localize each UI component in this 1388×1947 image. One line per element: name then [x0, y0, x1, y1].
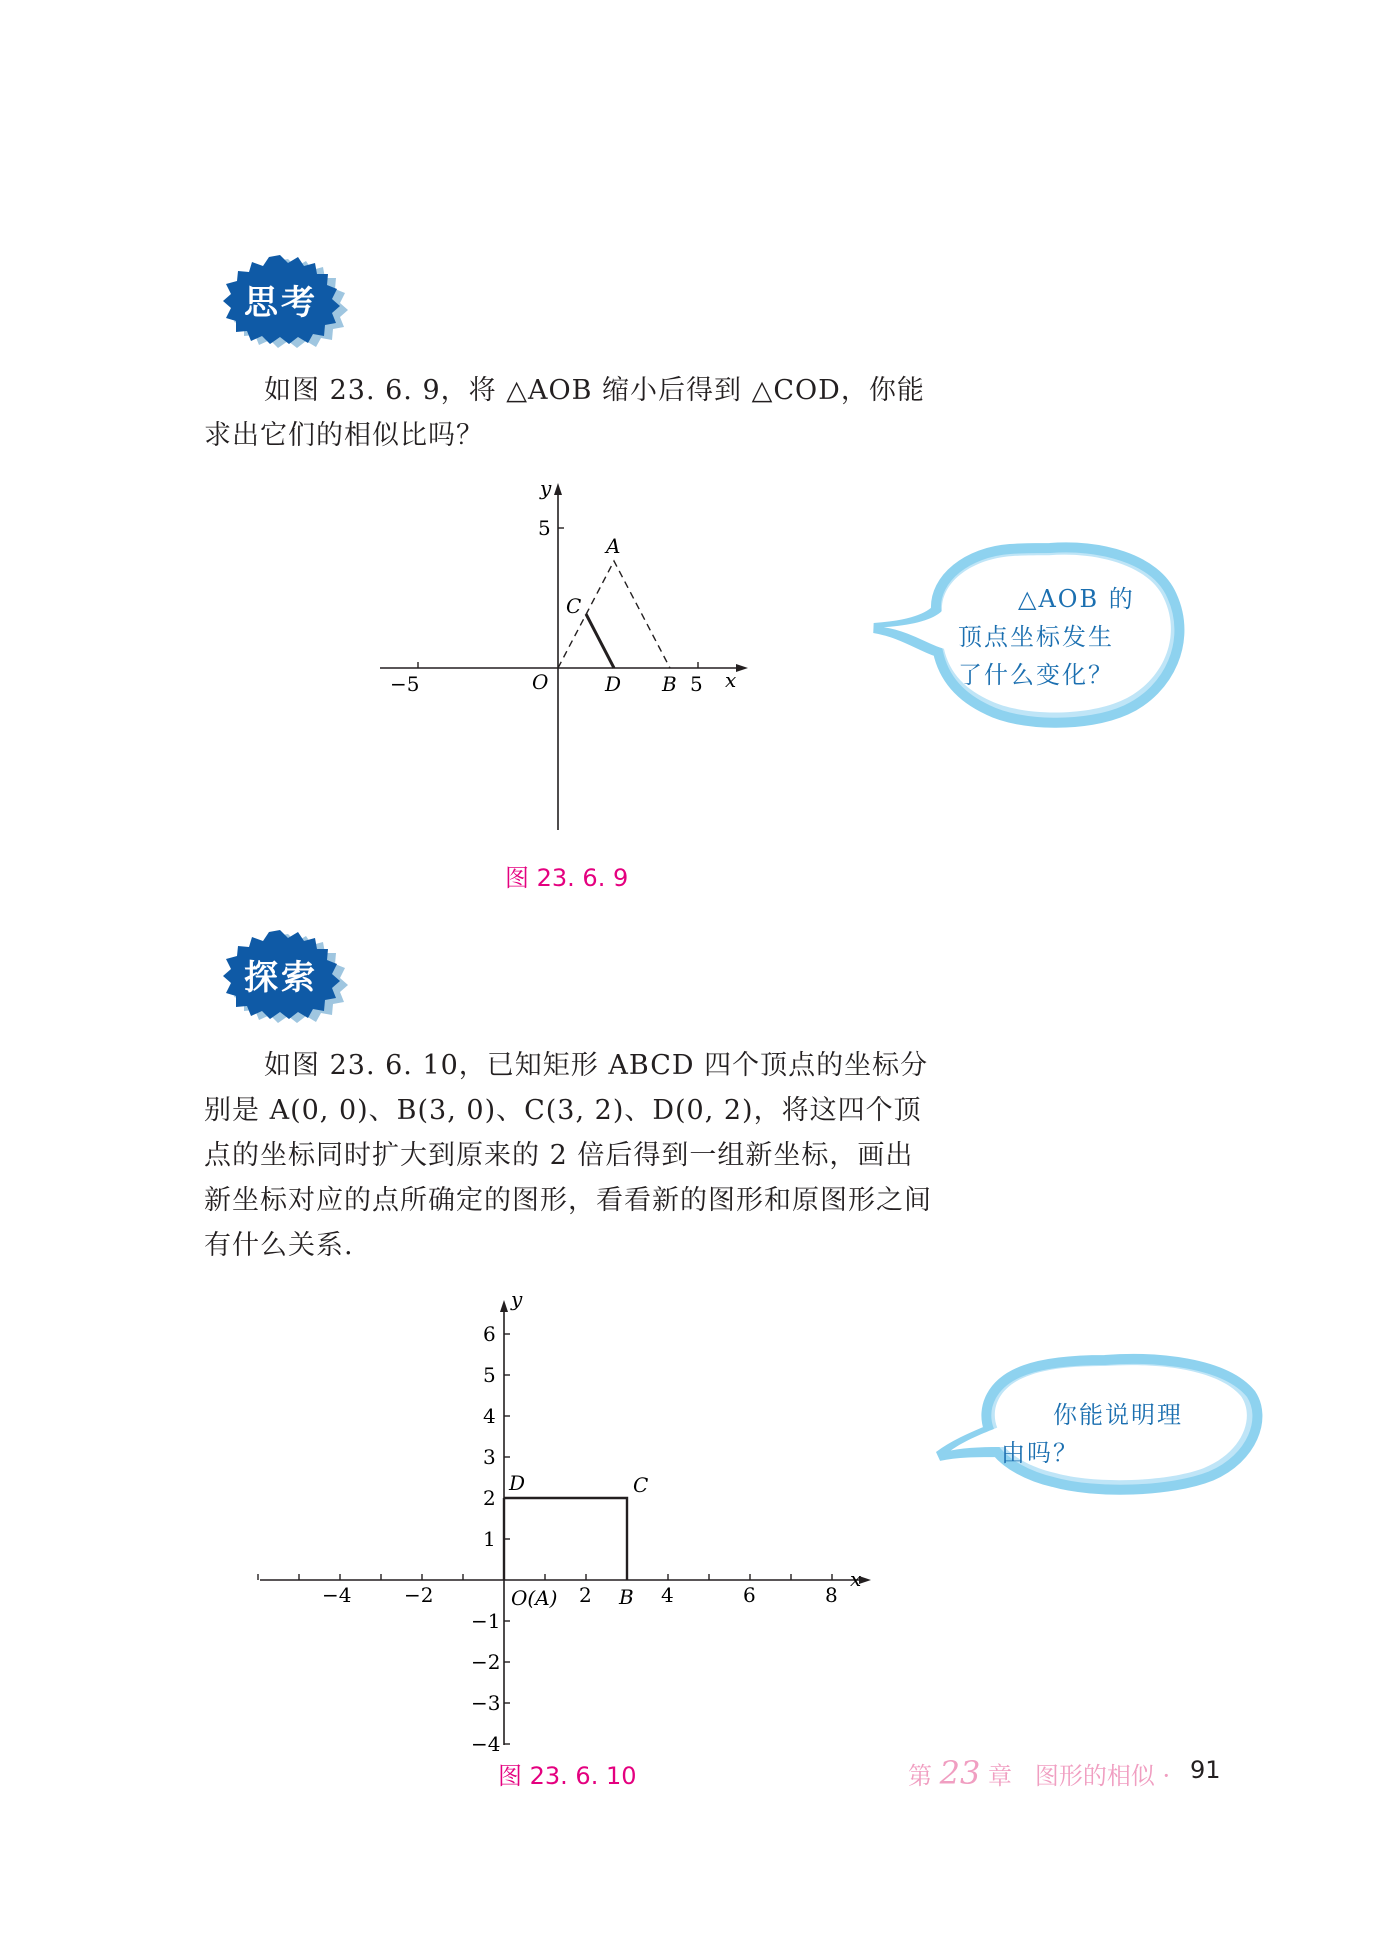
bubble-line-1: △AOB 的	[1018, 585, 1135, 613]
x-ticks	[258, 1574, 832, 1580]
explore-paragraph: 如图 23. 6. 10，已知矩形 ABCD 四个顶点的坐标分别是 A(0, 0)、B(3, 0)、C(3, 2)、D(0, 2)，将这四个顶点的坐标同时扩大到原来的 2 倍后得到一组新坐标，画出新坐标对应的点所确定的图形，看看新的图形和原图形之间有什么关系.	[204, 1050, 932, 1261]
point-b-label: B	[662, 672, 677, 696]
y-axis-label: y	[511, 1290, 523, 1311]
y-axis-label: y	[540, 476, 552, 500]
point-c-label: C	[566, 594, 582, 618]
figure-caption: 图 23. 6. 10	[498, 1762, 637, 1790]
x-axis-arrow-icon	[736, 664, 748, 672]
y-tick-label-2: 2	[483, 1486, 496, 1510]
y-tick-label-4: 4	[483, 1404, 496, 1428]
hint-bubble	[935, 1352, 1265, 1502]
explore-badge	[204, 928, 364, 1024]
badge-label: 思考	[244, 282, 318, 323]
rectangle-abcd	[504, 1498, 627, 1580]
x-tick-label-5: 5	[690, 672, 703, 696]
hint-bubble	[870, 540, 1190, 730]
chapter-prefix: 第	[908, 1762, 932, 1790]
figure-caption: 图 23. 6. 9	[505, 864, 629, 892]
page-number: 91	[1190, 1756, 1221, 1784]
y-tick-label-1: 1	[483, 1527, 496, 1551]
y-tick-label-neg1: −1	[471, 1609, 501, 1633]
bubble-line-2: 由吗？	[1001, 1439, 1079, 1467]
think-paragraph: 如图 23. 6. 9，将 △AOB 缩小后得到 △COD，你能求出它们的相似比吗？	[204, 375, 925, 451]
figure-23-6-10	[255, 1290, 880, 1760]
x-tick-label-6: 6	[743, 1583, 756, 1607]
y-tick-label-neg2: −2	[471, 1650, 501, 1674]
x-tick-label-neg5: −5	[390, 672, 420, 696]
x-tick-label-8: 8	[825, 1583, 838, 1607]
origin-label: O	[532, 670, 549, 694]
x-tick-label-2: 2	[579, 1583, 592, 1607]
x-axis-label: x	[725, 668, 737, 692]
y-tick-label-neg3: −3	[471, 1691, 501, 1715]
chapter-suffix: 章	[988, 1762, 1012, 1790]
x-tick-label-4: 4	[661, 1583, 674, 1607]
y-axis-arrow-icon	[500, 1300, 508, 1312]
think-badge	[204, 253, 364, 349]
point-c-label: C	[633, 1473, 649, 1497]
segment-cd	[586, 614, 614, 668]
y-tick-label-neg4: −4	[471, 1732, 501, 1756]
x-tick-label-neg4: −4	[322, 1583, 352, 1607]
bubble-line-1: 你能说明理	[1053, 1401, 1183, 1429]
origin-label: O(A)	[511, 1586, 558, 1610]
y-tick-label-3: 3	[483, 1445, 496, 1469]
point-b-label: B	[619, 1585, 634, 1609]
x-axis-label: x	[850, 1567, 862, 1591]
y-tick-label-5: 5	[483, 1363, 496, 1387]
y-tick-label-6: 6	[483, 1322, 496, 1346]
chapter-number: 23	[939, 1754, 981, 1792]
bubble-line-2: 顶点坐标发生	[958, 623, 1114, 651]
y-tick-label-5: 5	[538, 516, 551, 540]
y-axis-arrow-icon	[554, 483, 562, 495]
x-tick-label-neg2: −2	[404, 1583, 434, 1607]
footer-chapter	[908, 1754, 1170, 1792]
point-a-label: A	[606, 534, 621, 558]
figure-23-6-9	[370, 475, 760, 845]
badge-label: 探索	[244, 957, 318, 998]
chapter-title: 图形的相似 ·	[1034, 1762, 1171, 1790]
point-d-label: D	[605, 672, 622, 696]
point-d-label: D	[509, 1471, 526, 1495]
bubble-line-3: 了什么变化？	[958, 661, 1114, 689]
